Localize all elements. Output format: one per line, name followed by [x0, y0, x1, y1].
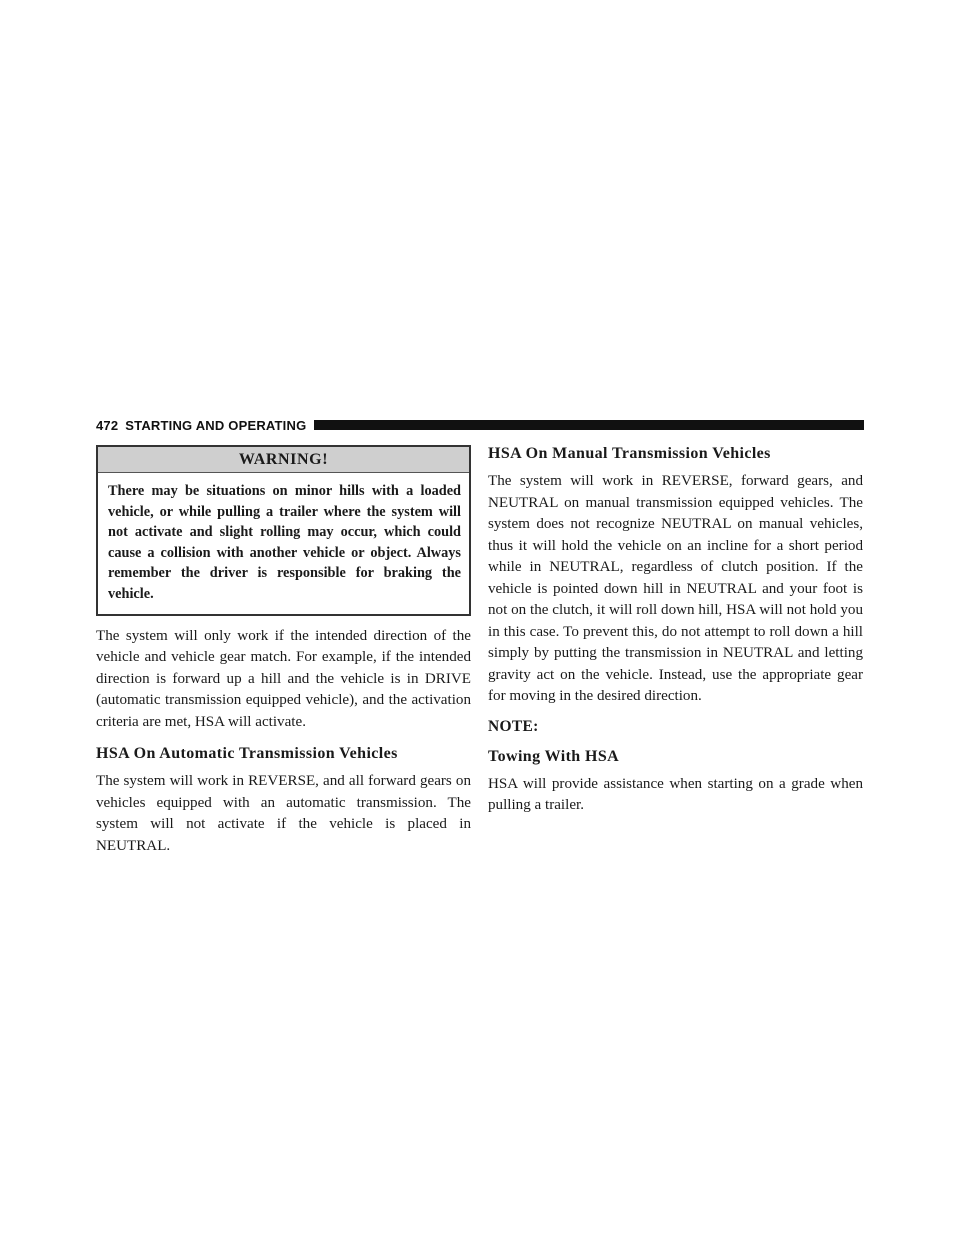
auto-transmission-heading: HSA On Automatic Transmission Vehicles: [96, 745, 398, 763]
section-title: STARTING AND OPERATING: [125, 417, 307, 433]
right-column: [488, 445, 863, 817]
note-label: NOTE:: [488, 717, 539, 735]
left-column: [96, 445, 471, 857]
towing-paragraph: HSA will provide assistance when starting on a grade when pulling a trailer.: [488, 775, 863, 813]
header-rule: [314, 420, 864, 430]
auto-transmission-paragraph: The system will work in REVERSE, and all forward gears on vehicles equipped with an automatic transmission. The system will not activate if the vehicle is placed in NEUTRAL.: [96, 773, 471, 854]
towing-heading: Towing With HSA: [488, 747, 620, 765]
manual-transmission-paragraph: The system will work in REVERSE, forward gears, and NEUTRAL on manual transmission equipped vehicles. The system does not recognize NEUTRAL on manual vehicles, thus it will hold the vehicle on an incline for a short period while in NEUTRAL, regardless of clutch position. If the vehicle is pointed down hill in NEUTRAL and your foot is not on the clutch, it will roll down hill, HSA will not hold you in this case. To prevent this, do not attempt to roll down a hill simply by putting the transmission in NEUTRAL and letting gravity act on the vehicle. Instead, use the appropriate gear for moving in the desired direction.: [488, 473, 863, 704]
manual-transmission-heading: HSA On Manual Transmission Vehicles: [488, 445, 771, 462]
warning-text: There may be situations on minor hills with a loaded vehicle, or while pulling a trailer where the system will not activate and slight rolling may occur, which could cause a collision with another vehicle or object. Always remember the driver is responsible for braking the vehicle.: [108, 483, 461, 602]
page-number: 472: [96, 417, 119, 433]
page-header: [96, 417, 864, 433]
intro-paragraph: The system will only work if the intended direction of the vehicle and vehicle gear match. For example, if the intended direction is forward up a hill and the vehicle is in DRIVE (automatic transmission equipped vehicle), and the activation criteria are met, HSA will activate.: [96, 627, 471, 730]
warning-box: [96, 445, 471, 616]
warning-title: WARNING!: [98, 447, 469, 473]
